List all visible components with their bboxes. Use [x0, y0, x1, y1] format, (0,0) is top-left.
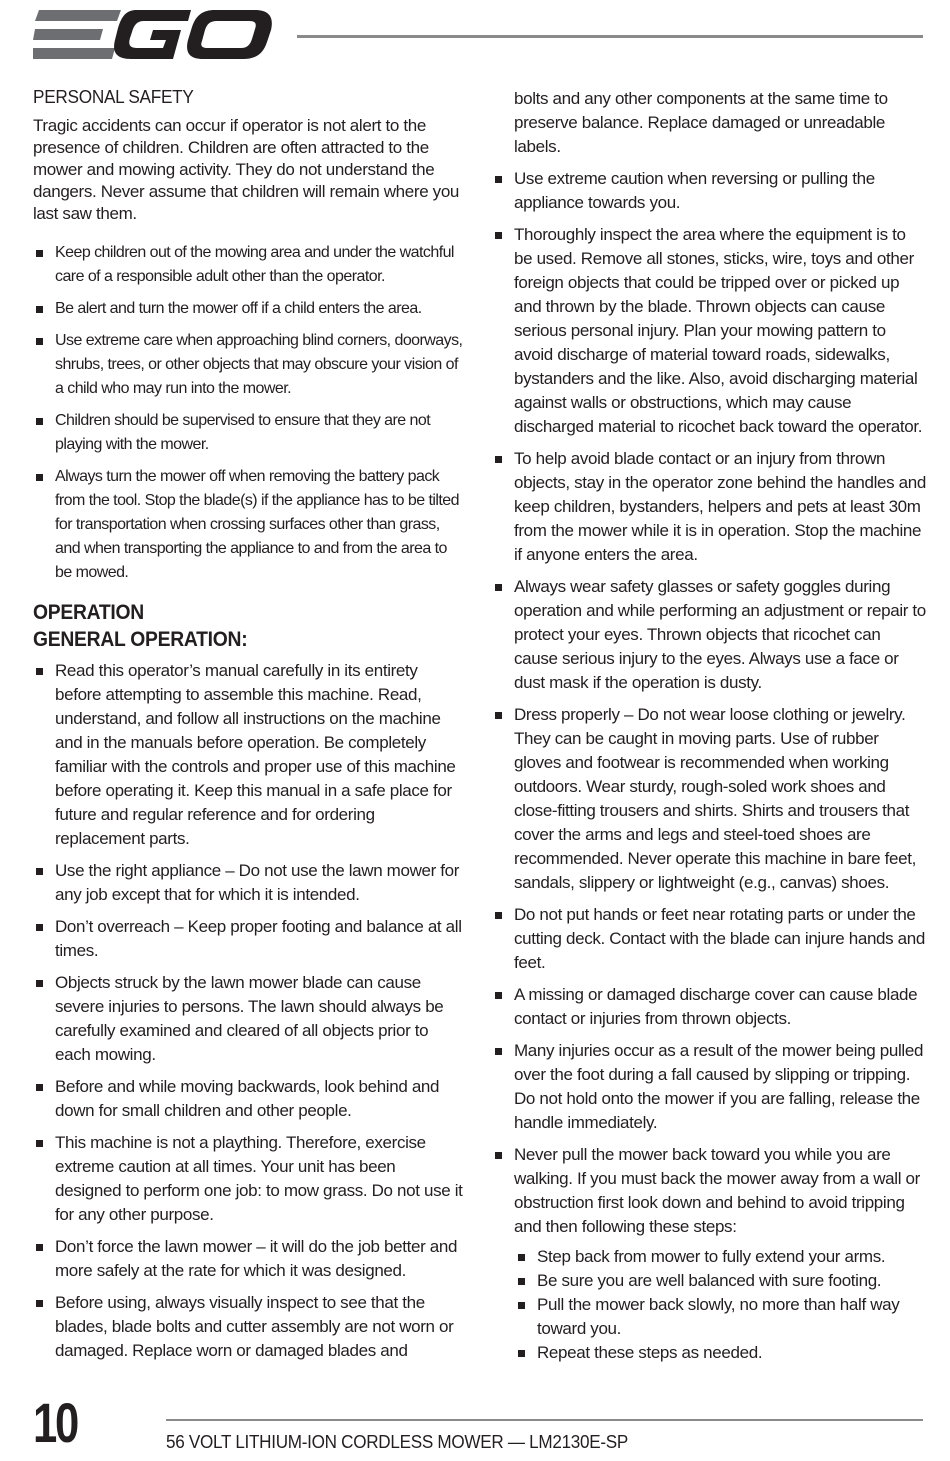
list-item: Don’t force the lawn mower – it will do the job better and more safely at the rate for which it was designed.: [33, 1235, 465, 1283]
header-rule: [297, 35, 923, 38]
list-item-text: Never pull the mower back toward you while you are walking. If you must back the mower away from a wall or obstruction first look down and behind to avoid tripping and then following these steps:: [514, 1145, 920, 1236]
list-item: This machine is not a plaything. Therefore, exercise extreme caution at all times. Your unit has been designed to perform one job: to mow grass. Do not use it for any other purpose.: [33, 1131, 465, 1227]
list-item: Before using, always visually inspect to see that the blades, blade bolts and cutter assembly are not worn or damaged. Replace worn or damaged blades and: [33, 1291, 465, 1363]
list-item: Always wear safety glasses or safety goggles during operation and while performing an adjustment or repair to protect your eyes. Thrown objects that ricochet can cause serious injury to the eyes. Always use a face or dust mask if the operation is dusty.: [492, 575, 927, 695]
list-item: Thoroughly inspect the area where the equipment is to be used. Remove all stones, sticks, wire, toys and other foreign objects that could be tripped over or picked up and thrown by the blade. Thrown objects can cause serious personal injury. Plan your mowing pattern to avoid discharge of material toward roads, sidewalks, bystanders and the like. Also, avoid discharging material against walls or obstructions, which may cause discharged material to ricochet back toward the operator.: [492, 223, 927, 439]
general-operation-list: [33, 659, 465, 1363]
list-item: Use the right appliance – Do not use the lawn mower for any job except that for which it is intended.: [33, 859, 465, 907]
footer-rule: [166, 1419, 923, 1421]
left-column: [33, 86, 465, 1371]
list-item: Read this operator’s manual carefully in its entirety before attempting to assemble this machine. Read, understand, and follow all instructions on the machine and in the manuals before operation. Be completely familiar with the controls and proper use of this machine before operating it. Keep this manual in a safe place for future and regular reference and for ordering replacement parts.: [33, 659, 465, 851]
pull-back-steps-list: [514, 1245, 927, 1365]
list-item: Use extreme caution when reversing or pulling the appliance towards you.: [492, 167, 927, 215]
list-item: Children should be supervised to ensure that they are not playing with the mower.: [33, 409, 465, 457]
operation-heading: OPERATION: [33, 601, 144, 624]
list-item: Before and while moving backwards, look behind and down for small children and other people.: [33, 1075, 465, 1123]
list-item: Dress properly – Do not wear loose clothing or jewelry. They can be caught in moving parts. Use of rubber gloves and footwear is recommended when working outdoors. Wear sturdy, rough-soled work shoes and close-fitting trousers and shirts. Shirts and trousers that cover the arms and legs and steel-toed shoes are recommended. Never operate this machine in bare feet, sandals, slippery or lightweight (e.g., canvas) shoes.: [492, 703, 927, 895]
step-item: Repeat these steps as needed.: [514, 1341, 927, 1365]
personal-safety-intro: Tragic accidents can occur if operator is not alert to the presence of children. Children are often attracted to the mower and mowing activity. They do not understand the dangers. Never assume that children will remain where you last saw them.: [33, 116, 460, 223]
list-item: A missing or damaged discharge cover can cause blade contact or injuries from thrown objects.: [492, 983, 927, 1031]
footer-product-title: 56 VOLT LITHIUM-ION CORDLESS MOWER — LM2130E-SP: [166, 1432, 629, 1452]
list-item: Do not put hands or feet near rotating parts or under the cutting deck. Contact with the blade can injure hands and feet.: [492, 903, 927, 975]
step-item: Be sure you are well balanced with sure footing.: [514, 1269, 927, 1293]
ego-logo: [33, 8, 273, 62]
list-item: Use extreme care when approaching blind corners, doorways, shrubs, trees, or other objects that may obscure your vision of a child who may run into the mower.: [33, 329, 465, 401]
list-item: Keep children out of the mowing area and under the watchful care of a responsible adult other than the operator.: [33, 241, 465, 289]
step-item: Pull the mower back slowly, no more than half way toward you.: [514, 1293, 927, 1341]
page-number: 10: [33, 1391, 77, 1454]
list-item: Many injuries occur as a result of the mower being pulled over the foot during a fall caused by slipping or tripping. Do not hold onto the mower if you are falling, release the handle immediately.: [492, 1039, 927, 1135]
personal-safety-list: [33, 241, 465, 585]
list-item: Objects struck by the lawn mower blade can cause severe injuries to persons. The lawn should always be carefully examined and cleared of all objects prior to each mowing.: [33, 971, 465, 1067]
personal-safety-heading: PERSONAL SAFETY: [33, 86, 194, 107]
step-item: Step back from mower to fully extend your arms.: [514, 1245, 927, 1269]
continued-paragraph: bolts and any other components at the same time to preserve balance. Replace damaged or unreadable labels.: [514, 89, 888, 156]
list-item: To help avoid blade contact or an injury from thrown objects, stay in the operator zone behind the handles and keep children, bystanders, helpers and pets at least 30m from the mower while it is in operation. Stop the machine if anyone enters the area.: [492, 447, 927, 567]
list-item: Don’t overreach – Keep proper footing and balance at all times.: [33, 915, 465, 963]
right-column: [492, 87, 927, 1373]
list-item: Always turn the mower off when removing the battery pack from the tool. Stop the blade(s) if the appliance has to be tilted for transportation when crossing surfaces other than grass, and when transporting the appliance to and from the area to be mowed.: [33, 465, 465, 585]
general-operation-list-continued: [492, 167, 927, 1365]
page-footer: [33, 1393, 923, 1461]
list-item: [492, 1143, 927, 1365]
page-header: [33, 8, 923, 64]
list-item: Be alert and turn the mower off if a child enters the area.: [33, 297, 465, 321]
general-operation-heading: GENERAL OPERATION:: [33, 628, 248, 651]
